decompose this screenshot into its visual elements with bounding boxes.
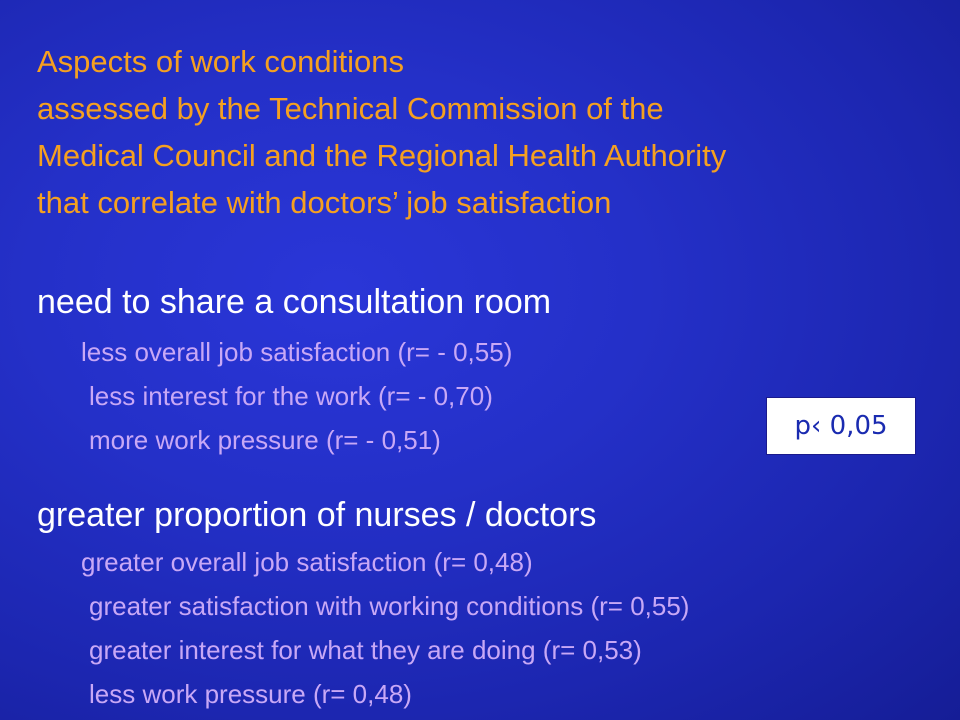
section2-item-2: greater satisfaction with working conditions (r= 0,55) (89, 591, 690, 621)
section2-item-3: greater interest for what they are doing (r= 0,53) (89, 635, 642, 665)
section2-item-1: greater overall job satisfaction (r= 0,48) (81, 547, 533, 577)
section1-item-3: more work pressure (r= - 0,51) (89, 425, 441, 455)
section-heading-consultation-room: need to share a consultation room (37, 283, 552, 321)
section-heading-nurse-doctor-ratio: greater proportion of nurses / doctors (37, 496, 597, 534)
title-line-1: Aspects of work conditions (37, 44, 405, 79)
section1-item-2: less interest for the work (r= - 0,70) (89, 381, 493, 411)
title-line-4: that correlate with doctors’ job satisfaction (37, 185, 612, 220)
significance-box (766, 397, 916, 455)
title-line-2: assessed by the Technical Commission of the (37, 91, 664, 126)
title-line-3: Medical Council and the Regional Health Authority (37, 138, 727, 173)
section1-item-1: less overall job satisfaction (r= - 0,55) (81, 337, 513, 367)
slide-title (37, 38, 947, 226)
section2-item-4: less work pressure (r= 0,48) (89, 679, 412, 709)
significance-label: p‹ 0,05 (794, 411, 888, 441)
